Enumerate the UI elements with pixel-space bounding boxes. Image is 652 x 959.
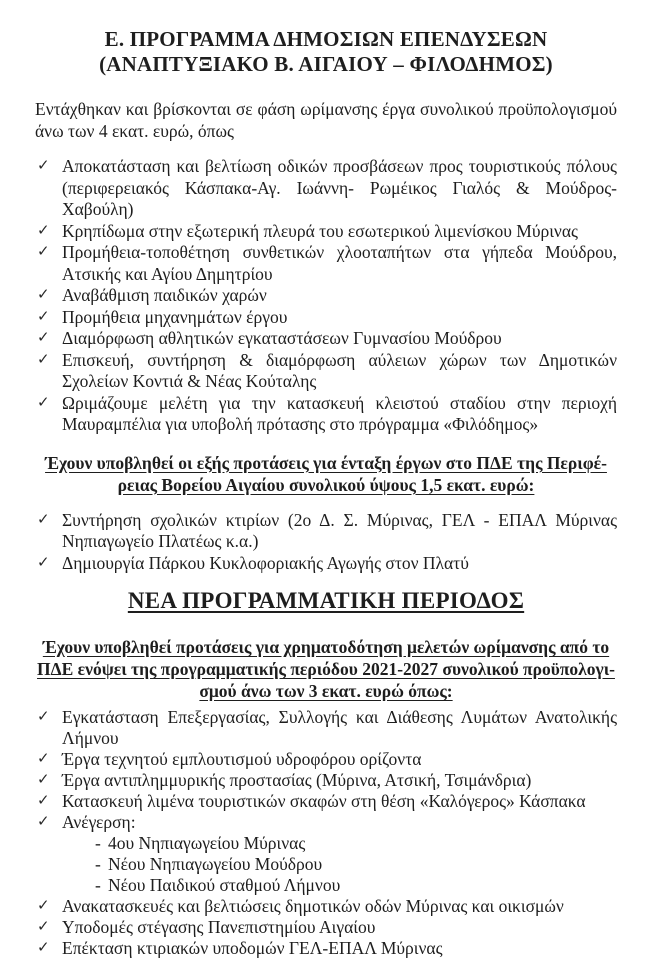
pde-proposals-heading — [35, 452, 617, 496]
check-bullet-icon: ✓ — [37, 222, 50, 239]
list-item — [35, 707, 617, 749]
list-item — [35, 393, 617, 436]
page-title — [35, 27, 617, 77]
list-item-text: Ανακατασκευές και βελτιώσεις δημοτικών οδών Μύρινας και οικισμών — [62, 896, 564, 916]
list-item — [35, 938, 617, 959]
pde-proposals-heading-line1: Έχουν υποβληθεί οι εξής προτάσεις για ένταξη έργων στο ΠΔΕ της Περιφέ- — [45, 452, 607, 473]
check-bullet-icon: ✓ — [37, 940, 50, 956]
list-item-text: Έργα αντιπλημμυρικής προστασίας (Μύρινα, Ατσική, Τσιμάνδρια) — [62, 770, 532, 790]
sub-list-item — [95, 854, 617, 875]
list-item — [35, 749, 617, 770]
sub-list-item-text: Νέου Νηπιαγωγείου Μούδρου — [108, 854, 323, 874]
list-item — [35, 917, 617, 938]
check-bullet-icon: ✓ — [37, 394, 50, 411]
list-item — [35, 350, 617, 393]
list-item-text: Ωριμάζουμε μελέτη για την κατασκευή κλειστού σταδίου στην περιοχή Μαυραμπέλια για υποβολή πρότασης στο πρόγραμμα «Φιλόδημος» — [62, 392, 617, 434]
list-item-text: Εγκατάσταση Επεξεργασίας, Συλλογής και Διάθεσης Λυμάτων Ανατολικής Λήμνου — [62, 707, 617, 748]
list-item-text: Αναβάθμιση παιδικών χαρών — [62, 285, 267, 305]
check-bullet-icon: ✓ — [37, 158, 50, 174]
list-item-text: Υποδομές στέγασης Πανεπιστημίου Αιγαίου — [62, 917, 376, 937]
list-item — [35, 242, 617, 285]
new-period-subheading — [35, 636, 617, 702]
check-bullet-icon: ✓ — [37, 751, 50, 767]
sub-list-item-text: 4ου Νηπιαγωγείου Μύρινας — [108, 833, 306, 853]
sub-list-item — [95, 875, 617, 896]
page-title-line2: (ΑΝΑΠΤΥΞΙΑΚΟ Β. ΑΙΓΑΙΟΥ – ΦΙΛΟΔΗΜΟΣ) — [99, 52, 553, 76]
check-bullet-icon: ✓ — [37, 919, 50, 935]
list-item-text: Προμήθεια-τοποθέτηση συνθετικών χλοοταπήτων στα γήπεδα Μούδρου, Ατσικής και Αγίου Δημητρίου — [62, 242, 617, 284]
list-item — [35, 770, 617, 791]
dash-bullet-icon: - — [95, 833, 101, 853]
list-item-text: Επέκταση κτιριακών υποδομών ΓΕΛ-ΕΠΑΛ Μύρινας — [62, 938, 443, 958]
list-item-text: Δημιουργία Πάρκου Κυκλοφοριακής Αγωγής στον Πλατύ — [62, 552, 469, 573]
list-item — [35, 553, 617, 575]
list-item-text: Κρηπίδωμα στην εξωτερική πλευρά του εσωτερικού λιμενίσκου Μύρινας — [62, 220, 578, 241]
new-period-list — [35, 707, 617, 959]
list-item-text: Έργα τεχνητού εμπλουτισμού υδροφόρου ορίζοντα — [62, 749, 422, 769]
pde-proposals-heading-line2: ρειας Βορείου Αιγαίου συνολικού ύψους 1,5 εκατ. ευρώ: — [117, 474, 535, 495]
check-bullet-icon: ✓ — [37, 898, 50, 914]
new-period-subheading-line3: σμού άνω των 3 εκατ. ευρώ όπως: — [199, 681, 453, 701]
check-bullet-icon: ✓ — [37, 772, 50, 788]
new-period-heading: ΝΕΑ ΠΡΟΓΡΑΜΜΑΤΙΚΗ ΠΕΡΙΟΔΟΣ — [127, 588, 525, 613]
list-item — [35, 221, 617, 243]
pde-proposals-list — [35, 510, 617, 575]
intro-paragraph: Εντάχθηκαν και βρίσκονται σε φάση ωρίμανσης έργα συνολικού προϋπολογισμού άνω των 4 εκατ. ευρώ, όπως — [35, 99, 617, 141]
sub-list-item-text: Νέου Παιδικού σταθμού Λήμνου — [108, 875, 341, 895]
list-item — [35, 812, 617, 896]
check-bullet-icon: ✓ — [37, 793, 50, 809]
list-item — [35, 791, 617, 812]
list-item — [35, 156, 617, 221]
check-bullet-icon: ✓ — [37, 709, 50, 725]
list-item-text: Διαμόρφωση αθλητικών εγκαταστάσεων Γυμνασίου Μούδρου — [62, 328, 502, 348]
check-bullet-icon: ✓ — [37, 554, 50, 571]
check-bullet-icon: ✓ — [37, 330, 50, 346]
dash-bullet-icon: - — [95, 875, 101, 895]
list-item-text: Ανέγερση: — [62, 812, 136, 832]
list-item-text: Κατασκευή λιμένα τουριστικών σκαφών στη θέση «Καλόγερος» Κάσπακα — [62, 791, 586, 811]
check-bullet-icon: ✓ — [37, 244, 50, 260]
list-item — [35, 328, 617, 350]
list-item-text: Προμήθεια μηχανημάτων έργου — [62, 306, 288, 327]
list-item — [35, 896, 617, 917]
check-bullet-icon: ✓ — [37, 511, 50, 528]
check-bullet-icon: ✓ — [37, 308, 50, 325]
check-bullet-icon: ✓ — [37, 351, 50, 368]
list-item-text: Αποκατάσταση και βελτίωση οδικών προσβάσεων προς τουριστικούς πόλους (περιφερειακός Κάσπακα-Αγ. Ιωάννη- Ρωμέικος Γιαλός & Μούδρος-Χαβούλη) — [62, 156, 617, 219]
new-period-subheading-line2: ΠΔΕ ενόψει της προγραμματικής περιόδου 2021-2027 συνολικού προϋπολογι- — [37, 659, 615, 679]
check-bullet-icon: ✓ — [37, 287, 50, 303]
new-period-subheading-line1: Έχουν υποβληθεί προτάσεις για χρηματοδότηση μελετών ωρίμανσης από το — [42, 637, 610, 657]
sub-list-item — [95, 833, 617, 854]
page-title-line1: Ε. ΠΡΟΓΡΑΜΜΑ ΔΗΜΟΣΙΩΝ ΕΠΕΝΔΥΣΕΩΝ — [104, 27, 548, 51]
matured-projects-list — [35, 156, 617, 436]
list-item — [35, 307, 617, 329]
check-bullet-icon: ✓ — [37, 814, 50, 830]
dash-bullet-icon: - — [95, 854, 101, 874]
list-item — [35, 510, 617, 553]
sub-list — [62, 833, 617, 896]
list-item-text: Επισκευή, συντήρηση & διαμόρφωση αύλειων χώρων των Δημοτικών Σχολείων Κοντιά & Νέας Κούταλης — [62, 349, 617, 391]
list-item — [35, 285, 617, 307]
list-item-text: Συντήρηση σχολικών κτιρίων (2ο Δ. Σ. Μύρινας, ΓΕΛ - ΕΠΑΛ Μύρινας Νηπιαγωγείο Πλατέως κ.α.) — [62, 509, 617, 551]
